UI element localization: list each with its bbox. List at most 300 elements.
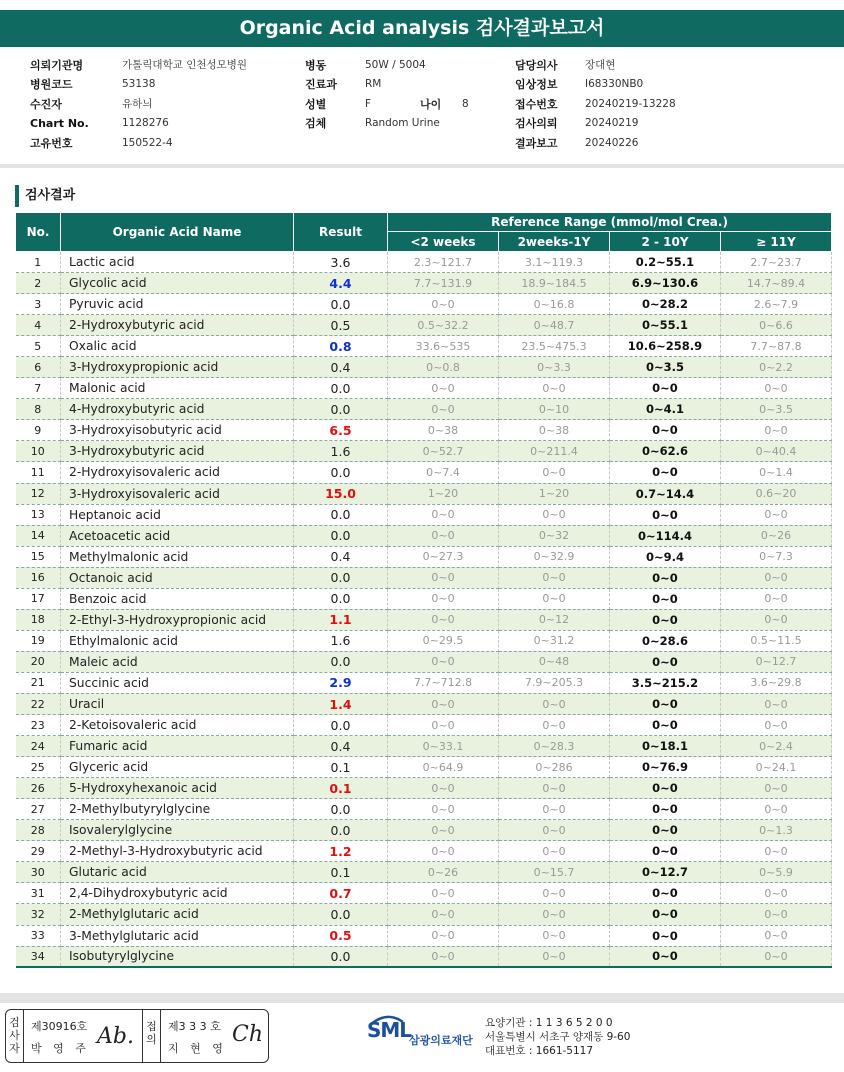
ref-11y-plus: 0~0 — [721, 841, 832, 862]
info-label: Chart No. — [30, 117, 89, 131]
row-no: 12 — [16, 483, 61, 504]
result-value: 0.7 — [294, 883, 388, 904]
ref-2-10y: 0~3.5 — [610, 357, 721, 378]
info-column-1 — [30, 56, 248, 153]
acid-name: 4-Hydroxybutyric acid — [61, 399, 294, 420]
ref-under-2-weeks: 2.3~121.7 — [388, 252, 499, 273]
row-no: 6 — [16, 357, 61, 378]
header-range-4: ≥ 11Y — [721, 232, 832, 252]
row-no: 30 — [16, 862, 61, 883]
ref-under-2-weeks: 0~26 — [388, 862, 499, 883]
ref-2weeks-1y: 0~15.7 — [499, 862, 610, 883]
table-row — [16, 315, 832, 336]
ref-under-2-weeks: 0~0 — [388, 693, 499, 714]
ref-2weeks-1y: 0~48 — [499, 651, 610, 672]
ref-under-2-weeks: 0~38 — [388, 420, 499, 441]
info-label: 성별 — [305, 97, 327, 111]
acid-name: Benzoic acid — [61, 588, 294, 609]
acid-name: Methylmalonic acid — [61, 546, 294, 567]
table-row — [16, 567, 832, 588]
info-value: 150522-4 — [122, 136, 173, 149]
acid-name: Pyruvic acid — [61, 294, 294, 315]
table-row — [16, 736, 832, 757]
row-no: 21 — [16, 672, 61, 693]
info-value: 유하늬 — [122, 97, 153, 110]
row-no: 18 — [16, 609, 61, 630]
table-row — [16, 588, 832, 609]
info-row — [305, 75, 382, 94]
table-row — [16, 420, 832, 441]
ref-11y-plus: 0~0 — [721, 693, 832, 714]
ref-2weeks-1y: 0~32.9 — [499, 546, 610, 567]
ref-2weeks-1y: 0~0 — [499, 504, 610, 525]
ref-2-10y: 0~0 — [610, 567, 721, 588]
ref-under-2-weeks: 0~0 — [388, 925, 499, 946]
table-row — [16, 904, 832, 925]
table-row — [16, 504, 832, 525]
result-value: 0.0 — [294, 567, 388, 588]
ref-2-10y: 0~0 — [610, 420, 721, 441]
info-row — [30, 95, 153, 114]
acid-name: 5-Hydroxyhexanoic acid — [61, 778, 294, 799]
ref-11y-plus: 0~0 — [721, 946, 832, 967]
table-row — [16, 778, 832, 799]
acid-name: Isobutyrylglycine — [61, 946, 294, 967]
ref-2weeks-1y: 0~38 — [499, 420, 610, 441]
ref-2-10y: 0.7~14.4 — [610, 483, 721, 504]
ref-11y-plus: 2.7~23.7 — [721, 252, 832, 273]
row-no: 7 — [16, 378, 61, 399]
ref-under-2-weeks: 7.7~712.8 — [388, 672, 499, 693]
row-no: 10 — [16, 441, 61, 462]
result-value: 0.8 — [294, 336, 388, 357]
row-no: 32 — [16, 904, 61, 925]
info-row — [515, 95, 676, 114]
acid-name: Malonic acid — [61, 378, 294, 399]
info-value: 20240219 — [585, 117, 639, 130]
info-value: 20240219-13228 — [585, 97, 676, 110]
result-value: 1.6 — [294, 441, 388, 462]
ref-2weeks-1y: 0~28.3 — [499, 736, 610, 757]
info-row — [305, 56, 426, 75]
ref-11y-plus: 0~1.3 — [721, 820, 832, 841]
ref-under-2-weeks: 7.7~131.9 — [388, 273, 499, 294]
ref-2weeks-1y: 0~286 — [499, 757, 610, 778]
acid-name: 3-Hydroxybutyric acid — [61, 441, 294, 462]
row-no: 23 — [16, 715, 61, 736]
info-value: F — [365, 97, 372, 110]
acid-name: Heptanoic acid — [61, 504, 294, 525]
ref-11y-plus: 0~0 — [721, 904, 832, 925]
ref-2weeks-1y: 0~3.3 — [499, 357, 610, 378]
row-no: 4 — [16, 315, 61, 336]
result-value: 0.0 — [294, 504, 388, 525]
row-no: 8 — [16, 399, 61, 420]
contact-info — [485, 1016, 630, 1058]
ref-2-10y: 0~0 — [610, 904, 721, 925]
table-row — [16, 925, 832, 946]
acid-name: Isovalerylglycine — [61, 820, 294, 841]
ref-2weeks-1y: 0~12 — [499, 609, 610, 630]
info-value: Random Urine — [365, 117, 440, 130]
result-value: 0.0 — [294, 715, 388, 736]
info-value: 1128276 — [122, 117, 169, 130]
result-value: 1.2 — [294, 841, 388, 862]
result-value: 1.4 — [294, 693, 388, 714]
ref-2-10y: 0~0 — [610, 588, 721, 609]
table-row — [16, 693, 832, 714]
acid-name: Uracil — [61, 693, 294, 714]
ref-under-2-weeks: 0~0 — [388, 799, 499, 820]
info-label: 담당의사 — [515, 59, 558, 72]
result-value: 0.0 — [294, 820, 388, 841]
info-column-3 — [515, 56, 676, 153]
acid-name: 3-Hydroxypropionic acid — [61, 357, 294, 378]
acid-name: Glycolic acid — [61, 273, 294, 294]
header-result: Result — [294, 213, 388, 252]
table-row — [16, 252, 832, 273]
ref-under-2-weeks: 0~7.4 — [388, 462, 499, 483]
table-row — [16, 294, 832, 315]
result-value: 0.4 — [294, 736, 388, 757]
ref-2weeks-1y: 0~0 — [499, 715, 610, 736]
ref-under-2-weeks: 0~0 — [388, 715, 499, 736]
row-no: 27 — [16, 799, 61, 820]
table-row — [16, 757, 832, 778]
table-row — [16, 378, 832, 399]
result-value: 0.0 — [294, 588, 388, 609]
ref-11y-plus: 0~24.1 — [721, 757, 832, 778]
ref-2-10y: 0~9.4 — [610, 546, 721, 567]
ref-11y-plus: 0~0 — [721, 715, 832, 736]
table-row — [16, 273, 832, 294]
table-row — [16, 483, 832, 504]
header-range-1: <2 weeks — [388, 232, 499, 252]
header-no: No. — [16, 213, 61, 252]
info-row — [305, 95, 372, 114]
ref-2weeks-1y: 0~0 — [499, 799, 610, 820]
info-label: 수진자 — [30, 97, 62, 111]
info-label: 접수번호 — [515, 97, 558, 111]
row-no: 33 — [16, 925, 61, 946]
row-no: 20 — [16, 651, 61, 672]
row-no: 25 — [16, 757, 61, 778]
ref-11y-plus: 0~0 — [721, 378, 832, 399]
info-label: 병원코드 — [30, 78, 73, 92]
result-value: 0.0 — [294, 399, 388, 420]
result-value: 6.5 — [294, 420, 388, 441]
row-no: 29 — [16, 841, 61, 862]
ref-under-2-weeks: 0~0 — [388, 904, 499, 925]
ref-2weeks-1y: 0~0 — [499, 693, 610, 714]
acid-name: Glyceric acid — [61, 757, 294, 778]
header-reference: Reference Range (mmol/mol Crea.) — [388, 213, 832, 232]
table-row — [16, 357, 832, 378]
contact-line-1: 요양기관 : 1 1 3 6 5 2 0 0 — [485, 1017, 613, 1029]
ref-2weeks-1y: 0~0 — [499, 946, 610, 967]
reviewer-cell — [162, 1010, 268, 1062]
acid-name: Glutaric acid — [61, 862, 294, 883]
ref-2-10y: 0.2~55.1 — [610, 252, 721, 273]
info-row — [515, 114, 639, 133]
acid-name: Octanoic acid — [61, 567, 294, 588]
ref-2-10y: 0~0 — [610, 820, 721, 841]
info-row — [30, 56, 248, 75]
reviewer-signature: Ch — [232, 1022, 264, 1047]
ref-2-10y: 0~0 — [610, 693, 721, 714]
table-row — [16, 546, 832, 567]
acid-name: Fumaric acid — [61, 736, 294, 757]
table-row — [16, 820, 832, 841]
ref-2-10y: 0~28.2 — [610, 294, 721, 315]
table-row — [16, 630, 832, 651]
result-value: 0.0 — [294, 294, 388, 315]
ref-11y-plus: 0~3.5 — [721, 399, 832, 420]
contact-line-2: 서울특별시 서초구 양재동 9-60 — [485, 1031, 631, 1043]
ref-11y-plus: 0~6.6 — [721, 315, 832, 336]
table-row — [16, 609, 832, 630]
ref-under-2-weeks: 0~27.3 — [388, 546, 499, 567]
result-value: 0.1 — [294, 757, 388, 778]
ref-2weeks-1y: 0~0 — [499, 904, 610, 925]
row-no: 34 — [16, 946, 61, 967]
ref-under-2-weeks: 0.5~32.2 — [388, 315, 499, 336]
logo-text: SML — [367, 1018, 412, 1042]
table-row — [16, 715, 832, 736]
ref-11y-plus: 0~2.2 — [721, 357, 832, 378]
ref-2-10y: 0~28.6 — [610, 630, 721, 651]
result-value: 0.0 — [294, 651, 388, 672]
row-no: 3 — [16, 294, 61, 315]
info-value: 장대현 — [585, 59, 616, 71]
ref-11y-plus: 14.7~89.4 — [721, 273, 832, 294]
ref-11y-plus: 0~0 — [721, 925, 832, 946]
ref-2-10y: 0~0 — [610, 883, 721, 904]
result-value: 0.5 — [294, 925, 388, 946]
info-value: RM — [365, 78, 382, 91]
row-no: 28 — [16, 820, 61, 841]
ref-2-10y: 3.5~215.2 — [610, 672, 721, 693]
tester-vertical-label: 검 사 자 — [6, 1010, 24, 1062]
ref-2weeks-1y: 23.5~475.3 — [499, 336, 610, 357]
ref-2-10y: 0~0 — [610, 504, 721, 525]
ref-2-10y: 0~55.1 — [610, 315, 721, 336]
row-no: 22 — [16, 693, 61, 714]
ref-2weeks-1y: 0~31.2 — [499, 630, 610, 651]
info-row — [30, 114, 169, 133]
result-value: 0.4 — [294, 357, 388, 378]
acid-name: Acetoacetic acid — [61, 525, 294, 546]
ref-2-10y: 0~0 — [610, 715, 721, 736]
ref-2-10y: 0~0 — [610, 778, 721, 799]
header-range-2: 2weeks-1Y — [499, 232, 610, 252]
ref-under-2-weeks: 0~0 — [388, 820, 499, 841]
section-title: 검사결과 — [15, 185, 75, 207]
ref-11y-plus: 0~5.9 — [721, 862, 832, 883]
table-row — [16, 336, 832, 357]
row-no: 15 — [16, 546, 61, 567]
acid-name: Ethylmalonic acid — [61, 630, 294, 651]
ref-2-10y: 0~4.1 — [610, 399, 721, 420]
tester-license: 제30916호 — [31, 1020, 88, 1033]
ref-2weeks-1y: 1~20 — [499, 483, 610, 504]
ref-under-2-weeks: 0~0.8 — [388, 357, 499, 378]
contact-line-3: 대표번호 : 1661-5117 — [485, 1045, 594, 1057]
ref-under-2-weeks: 1~20 — [388, 483, 499, 504]
result-value: 1.6 — [294, 630, 388, 651]
table-row — [16, 799, 832, 820]
ref-2weeks-1y: 7.9~205.3 — [499, 672, 610, 693]
ref-under-2-weeks: 0~0 — [388, 841, 499, 862]
table-row — [16, 462, 832, 483]
info-label: 임상정보 — [515, 78, 558, 92]
info-label: 진료과 — [305, 78, 337, 92]
acid-name: Maleic acid — [61, 651, 294, 672]
ref-11y-plus: 0.5~11.5 — [721, 630, 832, 651]
row-no: 14 — [16, 525, 61, 546]
acid-name: 2-Ketoisovaleric acid — [61, 715, 294, 736]
table-row — [16, 883, 832, 904]
ref-under-2-weeks: 0~52.7 — [388, 441, 499, 462]
table-row — [16, 651, 832, 672]
ref-2-10y: 0~0 — [610, 925, 721, 946]
row-no: 19 — [16, 630, 61, 651]
result-value: 0.0 — [294, 525, 388, 546]
ref-2weeks-1y: 0~16.8 — [499, 294, 610, 315]
ref-under-2-weeks: 0~0 — [388, 883, 499, 904]
acid-name: 2-Methyl-3-Hydroxybutyric acid — [61, 841, 294, 862]
ref-2weeks-1y: 0~0 — [499, 462, 610, 483]
ref-under-2-weeks: 0~0 — [388, 399, 499, 420]
ref-under-2-weeks: 0~0 — [388, 567, 499, 588]
result-value: 0.4 — [294, 546, 388, 567]
ref-2weeks-1y: 0~0 — [499, 925, 610, 946]
ref-2-10y: 0~114.4 — [610, 525, 721, 546]
ref-under-2-weeks: 0~0 — [388, 294, 499, 315]
ref-2-10y: 0~0 — [610, 651, 721, 672]
acid-name: Lactic acid — [61, 252, 294, 273]
table-row — [16, 672, 832, 693]
acid-name: 2-Methylbutyrylglycine — [61, 799, 294, 820]
ref-11y-plus: 0~2.4 — [721, 736, 832, 757]
ref-2weeks-1y: 0~32 — [499, 525, 610, 546]
table-row — [16, 399, 832, 420]
ref-11y-plus: 0.6~20 — [721, 483, 832, 504]
ref-under-2-weeks: 0~0 — [388, 504, 499, 525]
table-row — [16, 862, 832, 883]
result-value: 0.1 — [294, 778, 388, 799]
row-no: 31 — [16, 883, 61, 904]
row-no: 13 — [16, 504, 61, 525]
row-no: 24 — [16, 736, 61, 757]
table-row — [16, 841, 832, 862]
info-row — [515, 56, 616, 75]
ref-2weeks-1y: 0~10 — [499, 399, 610, 420]
ref-11y-plus: 0~12.7 — [721, 651, 832, 672]
reviewer-vertical-label: 접 의 — [143, 1010, 161, 1062]
row-no: 26 — [16, 778, 61, 799]
result-value: 0.0 — [294, 462, 388, 483]
result-value: 0.0 — [294, 904, 388, 925]
ref-11y-plus: 0~0 — [721, 609, 832, 630]
result-value: 15.0 — [294, 483, 388, 504]
row-no: 1 — [16, 252, 61, 273]
info-label: 의뢰기관명 — [30, 59, 84, 72]
sml-logo — [367, 1014, 487, 1058]
ref-2weeks-1y: 0~0 — [499, 567, 610, 588]
ref-11y-plus: 0~0 — [721, 567, 832, 588]
info-value: 50W / 5004 — [365, 59, 426, 71]
table-row — [16, 946, 832, 967]
acid-name: 3-Hydroxyisobutyric acid — [61, 420, 294, 441]
ref-under-2-weeks: 0~64.9 — [388, 757, 499, 778]
info-row — [515, 134, 639, 153]
ref-2-10y: 0~18.1 — [610, 736, 721, 757]
info-row — [515, 75, 644, 94]
results-table — [15, 212, 832, 968]
ref-under-2-weeks: 33.6~535 — [388, 336, 499, 357]
ref-under-2-weeks: 0~0 — [388, 651, 499, 672]
ref-11y-plus: 0~0 — [721, 420, 832, 441]
result-value: 0.5 — [294, 315, 388, 336]
report-title: Organic Acid analysis 검사결과보고서 — [0, 10, 844, 47]
info-value: 53138 — [122, 78, 156, 91]
ref-2weeks-1y: 0~0 — [499, 778, 610, 799]
tester-name: 박 영 주 — [31, 1042, 90, 1055]
result-value: 4.4 — [294, 273, 388, 294]
ref-under-2-weeks: 0~0 — [388, 588, 499, 609]
ref-2-10y: 0~12.7 — [610, 862, 721, 883]
header-name: Organic Acid Name — [61, 213, 294, 252]
ref-under-2-weeks: 0~0 — [388, 778, 499, 799]
row-no: 2 — [16, 273, 61, 294]
reviewer-license: 제3 3 3 호 — [168, 1020, 221, 1033]
info-row — [305, 114, 440, 133]
row-no: 5 — [16, 336, 61, 357]
ref-11y-plus: 0~0 — [721, 883, 832, 904]
tester-signature: Ab. — [97, 1024, 134, 1049]
result-value: 0.0 — [294, 946, 388, 967]
results-body — [16, 252, 832, 968]
ref-11y-plus: 0~1.4 — [721, 462, 832, 483]
acid-name: 2-Ethyl-3-Hydroxypropionic acid — [61, 609, 294, 630]
info-label: 결과보고 — [515, 136, 558, 150]
ref-2weeks-1y: 0~0 — [499, 588, 610, 609]
row-no: 17 — [16, 588, 61, 609]
age-field — [420, 95, 469, 114]
info-value: 20240226 — [585, 136, 639, 149]
acid-name: 3-Hydroxyisovaleric acid — [61, 483, 294, 504]
info-separator — [0, 164, 844, 168]
row-no: 9 — [16, 420, 61, 441]
info-value: 가톨릭대학교 인천성모병원 — [122, 59, 248, 71]
row-no: 11 — [16, 462, 61, 483]
info-label: 고유번호 — [30, 136, 73, 150]
age-label: 나이 — [420, 97, 442, 111]
ref-2-10y: 6.9~130.6 — [610, 273, 721, 294]
ref-2-10y: 0~62.6 — [610, 441, 721, 462]
acid-name: 2-Methylglutaric acid — [61, 904, 294, 925]
ref-under-2-weeks: 0~0 — [388, 525, 499, 546]
ref-2weeks-1y: 0~0 — [499, 841, 610, 862]
ref-2-10y: 0~0 — [610, 946, 721, 967]
ref-2weeks-1y: 0~211.4 — [499, 441, 610, 462]
acid-name: Succinic acid — [61, 672, 294, 693]
tester-cell — [25, 1010, 143, 1062]
ref-under-2-weeks: 0~33.1 — [388, 736, 499, 757]
reviewer-name: 지 현 영 — [168, 1042, 227, 1055]
ref-11y-plus: 0~7.3 — [721, 546, 832, 567]
